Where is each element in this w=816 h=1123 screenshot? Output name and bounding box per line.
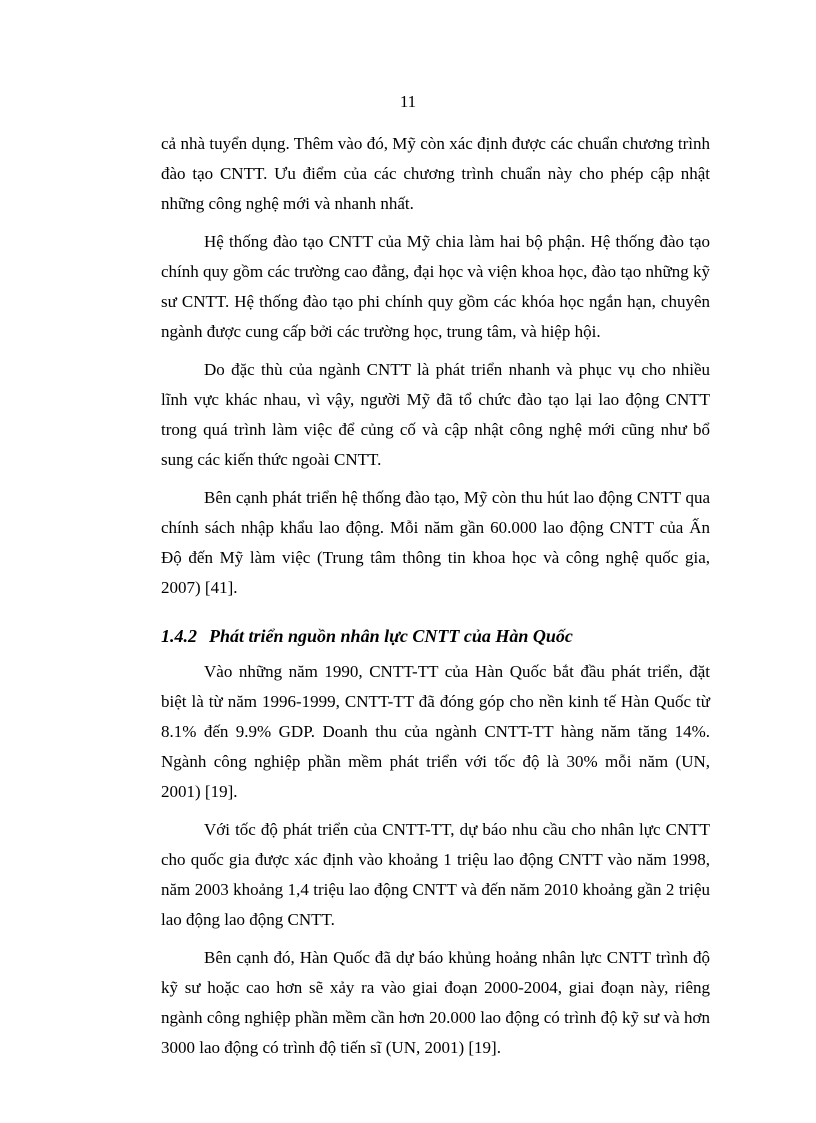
paragraph-korea-growth: Vào những năm 1990, CNTT-TT của Hàn Quốc bắt đầu phát triển, đặt biệt là từ năm 1996-1999, CNTT-TT đã đóng góp cho nền kinh tế Hàn Quốc từ 8.1% đến 9.9% GDP. Doanh thu của ngành CNTT-TT hàng năm tăng 14%. Ngành công nghiệp phần mềm phát triển với tốc độ là 30% mỗi năm (UN, 2001) [19]. xyxy=(161,662,710,801)
paragraph-korea-demand: Với tốc độ phát triển của CNTT-TT, dự báo nhu cầu cho nhân lực CNTT cho quốc gia được xác định vào khoảng 1 triệu lao động CNTT vào năm 1998, năm 2003 khoảng 1,4 triệu lao động CNTT và đến năm 2010 khoảng gần 2 triệu lao động lao động CNTT. xyxy=(161,820,710,929)
paragraph-retraining: Do đặc thù của ngành CNTT là phát triển nhanh và phục vụ cho nhiều lĩnh vực khác nhau, vì vậy, người Mỹ đã tổ chức đào tạo lại lao động CNTT trong quá trình làm việc để củng cố và cập nhật công nghệ mới cũng như bổ sung các kiến thức ngoài CNTT. xyxy=(161,360,710,469)
page-number: 11 xyxy=(399,92,417,111)
section-number: 1.4.2 xyxy=(161,626,197,646)
document-body xyxy=(161,129,710,1071)
paragraph-korea-shortage: Bên cạnh đó, Hàn Quốc đã dự báo khủng hoảng nhân lực CNTT trình độ kỹ sư hoặc cao hơn sẽ xảy ra vào giai đoạn 2000-2004, giai đoạn này, riêng ngành công nghiệp phần mềm cần hơn 20.000 lao động có trình độ kỹ sư và hơn 3000 lao động có trình độ tiến sĩ (UN, 2001) [19]. xyxy=(161,948,710,1057)
paragraph-training-system: Hệ thống đào tạo CNTT của Mỹ chia làm hai bộ phận. Hệ thống đào tạo chính quy gồm các trường cao đẳng, đại học và viện khoa học, đào tạo những kỹ sư CNTT. Hệ thống đào tạo phi chính quy gồm các khóa học ngắn hạn, chuyên ngành được cung cấp bởi các trường học, trung tâm, và hiệp hội. xyxy=(161,232,710,341)
paragraph-labor-import: Bên cạnh phát triển hệ thống đào tạo, Mỹ còn thu hút lao động CNTT qua chính sách nhập khẩu lao động. Mỗi năm gần 60.000 lao động CNTT của Ấn Độ đến Mỹ làm việc (Trung tâm thông tin khoa học và công nghệ quốc gia, 2007) [41]. xyxy=(161,488,710,597)
paragraph-continuation: cả nhà tuyển dụng. Thêm vào đó, Mỹ còn xác định được các chuẩn chương trình đào tạo CNTT. Ưu điểm của các chương trình chuẩn này cho phép cập nhật những công nghệ mới và nhanh nhất. xyxy=(161,134,710,213)
section-heading xyxy=(161,621,710,651)
section-title: Phát triển nguồn nhân lực CNTT của Hàn Quốc xyxy=(209,626,573,646)
